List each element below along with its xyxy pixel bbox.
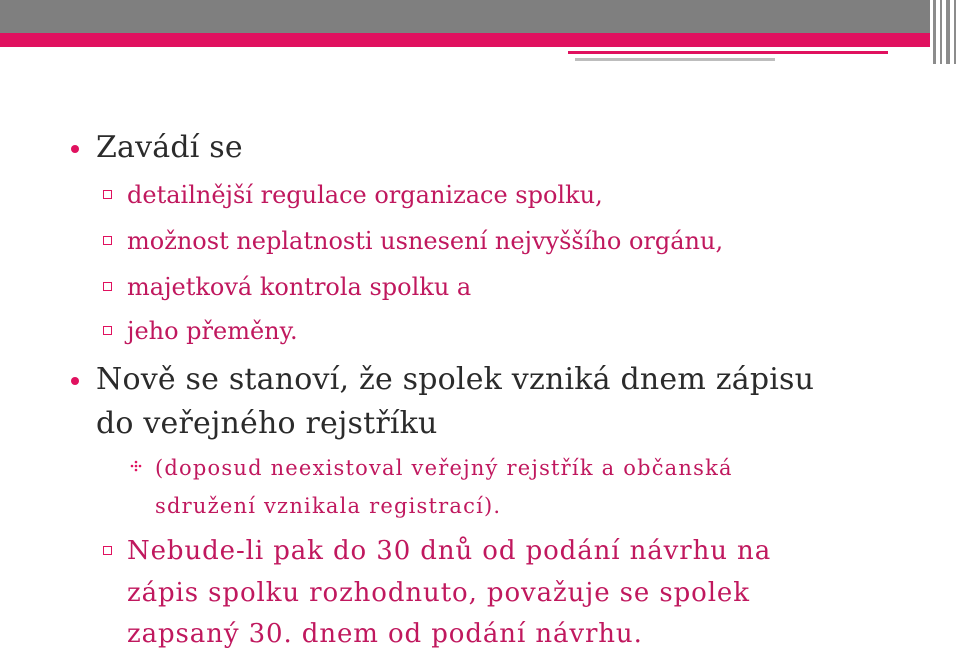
bullet-text-continuation: do veřejného rejstříku <box>96 406 438 441</box>
dot-bullet-icon <box>71 145 79 153</box>
sub-bullet-text: detailnější regulace organizace spolku, <box>127 181 603 209</box>
sub-sub-bullet-text-continuation: sdružení vznikala registrací). <box>155 494 502 518</box>
bullet-text: Nově se stanoví, že spolek vzniká dnem zápisu <box>96 362 815 397</box>
sub-bullet-text: jeho přeměny. <box>127 317 298 345</box>
sub-bullet-text: Nebude-li pak do 30 dnů od podání návrhu na <box>127 536 772 566</box>
square-bullet-icon <box>103 546 112 555</box>
star-bullet-icon <box>130 460 142 472</box>
sub-bullet-text-continuation: zápis spolku rozhodnuto, považuje se spolek <box>127 578 750 608</box>
square-bullet-icon <box>103 282 112 291</box>
square-bullet-icon <box>103 236 112 245</box>
sub-sub-bullet-text: (doposud neexistoval veřejný rejstřík a občanská <box>155 456 733 480</box>
square-bullet-icon <box>103 326 112 335</box>
dot-bullet-icon <box>71 377 79 385</box>
sub-bullet-text-continuation: zapsaný 30. dnem od podání návrhu. <box>127 619 643 649</box>
sub-bullet-text: majetková kontrola spolku a <box>127 273 472 301</box>
sub-bullet-text: možnost neplatnosti usnesení nejvyššího orgánu, <box>127 227 724 255</box>
bullet-text: Zavádí se <box>96 130 243 165</box>
square-bullet-icon <box>103 190 112 199</box>
